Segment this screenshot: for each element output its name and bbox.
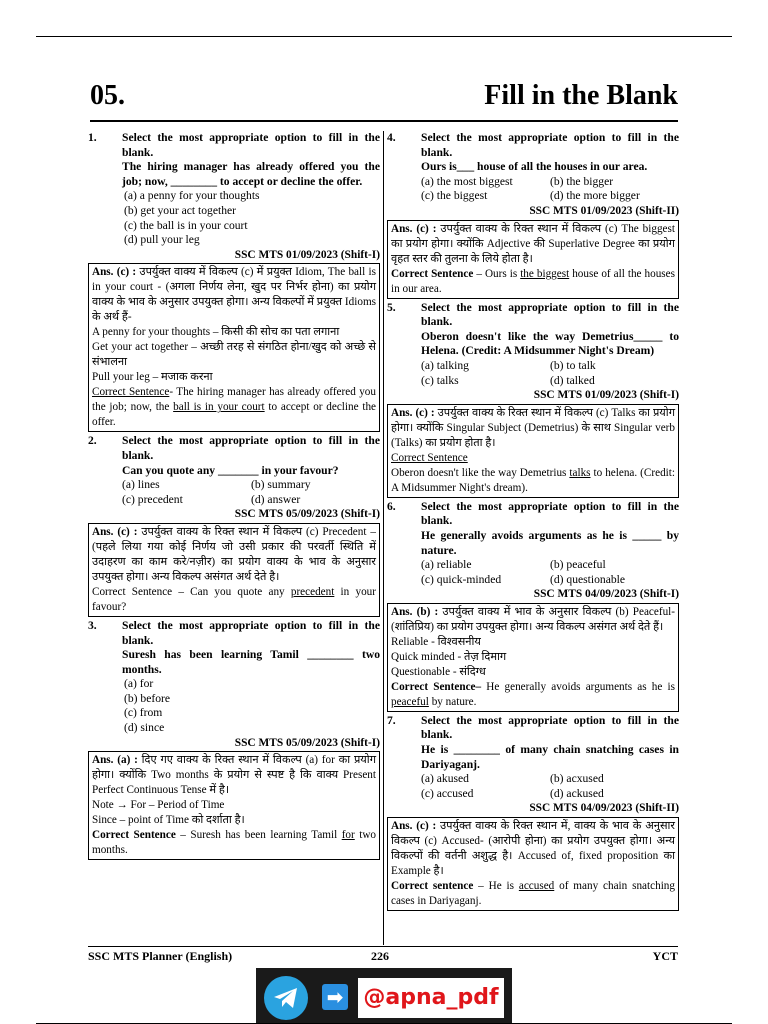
- correct-answer-highlight: talks: [569, 466, 591, 479]
- chapter-title: Fill in the Blank: [484, 80, 678, 111]
- correct-sentence-text: to helena. (Credit: A Midsummer Night's dream).: [391, 466, 675, 494]
- option-a: (a) for: [124, 677, 154, 691]
- option-a: (a) a penny for your thoughts: [124, 189, 260, 203]
- answer-box: [387, 404, 679, 498]
- exam-source: SSC MTS 01/09/2023 (Shift-II): [529, 204, 679, 217]
- answer-explanation: उपर्युक्त वाक्य में भाव के अनुसार विकल्प (b) Peaceful- (शांतिप्रिय) का प्रयोग उपयुक्त होगा। अन्य विकल्प असंगत अर्थ देते हैं।: [391, 605, 675, 633]
- answer-explanation: उपर्युक्त वाक्य के रिक्त स्थान में विकल्प (c) Precedent – (पहले लिया गया कोई निर्णय जो उसी प्रकार की परवर्ती स्थिति में उदाहरण का काम करे/नज़ीर) का प्रयोग वाक्य के भाव के अनुसार उपयुक्त होगा। अन्य विकल्प असंगत अर्थ देते है।: [92, 525, 376, 583]
- correct-answer-highlight: for: [341, 829, 355, 842]
- exam-source: SSC MTS 04/09/2023 (Shift-II): [529, 802, 679, 815]
- exam-source: SSC MTS 01/09/2023 (Shift-I): [533, 389, 679, 402]
- option-b: (b) to talk: [550, 358, 596, 372]
- option-c: (c) precedent: [122, 492, 183, 506]
- correct-sentence-text: to accept or decline the offer.: [92, 401, 377, 429]
- question-sentence: Ours is___ house of all the houses in our area.: [421, 160, 648, 174]
- answer-box: [88, 263, 380, 432]
- exam-source: SSC MTS 05/09/2023 (Shift-I): [234, 508, 380, 521]
- correct-sentence-text: house of all the houses in our area.: [391, 267, 675, 295]
- question-1: [88, 131, 380, 432]
- answer-box: [88, 523, 380, 617]
- correct-sentence-text: Oberon doesn't like the way Demetrius: [391, 466, 570, 479]
- option-b: (b) the bigger: [550, 174, 614, 188]
- grammar-note: Note → For – Period of Time: [92, 799, 225, 812]
- option-d: (d) answer: [251, 492, 301, 506]
- answer-label: Ans. (c) :: [391, 406, 435, 419]
- correct-answer-highlight: precedent: [290, 585, 335, 598]
- options-list: [421, 772, 679, 801]
- correct-sentence-label: Correct Sentence: [92, 829, 176, 842]
- question-number: 3.: [88, 618, 97, 632]
- exam-source: SSC MTS 05/09/2023 (Shift-I): [234, 736, 380, 749]
- option-d: (d) the more bigger: [550, 189, 640, 203]
- correct-sentence-text: – Suresh has been learning Tamil: [175, 829, 342, 842]
- correct-sentence-text: – Ours is: [473, 267, 521, 280]
- right-column: [387, 131, 679, 913]
- answer-explanation: उपर्युक्त वाक्य में विकल्प (c) में प्रयुक्त Idiom, The ball is in your court - (अगला निर्णय लेना, खुद पर निर्भर होना) का प्रयोग वाक्य के भाव के अनुसार उपयुक्त होगा। अन्य विकल्पों में प्रयुक्त Idioms के अर्थ हैं-: [92, 266, 376, 324]
- correct-sentence-text: by nature.: [428, 695, 477, 708]
- question-instruction: Select the most appropriate option to fill in the blank.: [122, 434, 380, 462]
- answer-explanation: दिए गए वाक्य के रिक्त स्थान में विकल्प (a) for का प्रयोग होगा। क्योंकि Two months के प्रयोग से स्पष्ट है कि वाक्य Present Perfect Continuous Tense में है।: [92, 754, 376, 797]
- answer-box: [387, 220, 679, 299]
- answer-label: Ans. (c) :: [92, 525, 138, 538]
- correct-sentence-text: in your favour?: [92, 585, 376, 613]
- option-c: (c) accused: [421, 786, 474, 800]
- grammar-note: Since – point of Time को दर्शाता है।: [92, 814, 245, 827]
- telegram-banner[interactable]: [256, 968, 512, 1024]
- options-list: [122, 677, 380, 735]
- question-number: 7.: [387, 713, 396, 727]
- question-instruction: Select the most appropriate option to fill in the blank.: [421, 131, 679, 159]
- option-c: (c) talks: [421, 373, 459, 387]
- question-number: 2.: [88, 434, 97, 448]
- question-sentence: Can you quote any _______ in your favour?: [122, 463, 339, 477]
- question-sentence: Suresh has been learning Tamil ________ two months.: [122, 648, 380, 676]
- correct-sentence-text: two months.: [92, 829, 377, 857]
- answer-explanation: उपर्युक्त वाक्य के रिक्त स्थान में विकल्प (c) Talks का प्रयोग होगा। क्योंकि Singular Subject (Demetrius) के साथ Singular verb (Talks) का प्रयोग होता है।: [391, 406, 675, 449]
- page-footer: [88, 946, 678, 963]
- option-d: (d) ackused: [550, 786, 604, 800]
- correct-sentence-label: Correct Sentence: [391, 267, 474, 280]
- page-number: 226: [371, 949, 389, 963]
- answer-label: Ans. (c) :: [391, 820, 437, 833]
- options-list: [122, 189, 380, 247]
- answer-explanation: उपर्युक्त वाक्य के रिक्त स्थान में विकल्प (c) The biggest का प्रयोग होगा। क्योंकि Adjective की Superlative Degree का प्रयोग वृहत स्तर की तुलना के लिये होता है।: [391, 222, 675, 265]
- answer-box: [88, 751, 380, 860]
- question-6: [387, 500, 679, 712]
- option-d: (d) since: [124, 721, 165, 735]
- option-a: (a) the most biggest: [421, 174, 513, 188]
- correct-sentence-label: Correct Sentence: [92, 386, 170, 399]
- chapter-number: 05.: [90, 80, 125, 111]
- question-sentence: He generally avoids arguments as he is _____ by nature.: [421, 528, 679, 557]
- question-sentence: He is ________ of many chain snatching cases in Dariyaganj.: [421, 743, 679, 771]
- question-number: 5.: [387, 300, 396, 314]
- option-c: (c) from: [124, 706, 163, 720]
- option-a: (a) akused: [421, 772, 469, 786]
- correct-sentence-label: Correct sentence: [391, 880, 474, 893]
- exam-source: SSC MTS 04/09/2023 (Shift-I): [533, 588, 679, 601]
- option-d: (d) pull your leg: [124, 233, 200, 247]
- option-d: (d) questionable: [550, 572, 626, 586]
- telegram-icon[interactable]: [264, 976, 308, 1020]
- option-a: (a) talking: [421, 358, 469, 372]
- correct-sentence-text: - The hiring manager has already offered you the job; now, the: [92, 386, 376, 414]
- idiom-meaning: A penny for your thoughts – किसी की सोच का पता लगाना: [92, 326, 340, 339]
- question-number: 4.: [387, 131, 396, 144]
- question-7: [387, 714, 679, 911]
- option-c: (c) the biggest: [421, 189, 488, 203]
- question-2: [88, 434, 380, 617]
- question-number: 1.: [88, 131, 97, 144]
- idiom-meaning: Pull your leg – मजाक करना: [92, 371, 213, 384]
- option-b: (b) peaceful: [550, 558, 606, 572]
- channel-handle[interactable]: @apna_pdf: [358, 978, 504, 1018]
- answer-explanation: उपर्युक्त वाक्य के रिक्त स्थान में, वाक्य के भाव के अनुसार विकल्प (c) Accused- (आरोपी होना) का प्रयोग उपयुक्त होगा। अन्य विकल्पों की वर्तनी अशुद्ध है। Accused of, fixed proposition का Example है।: [391, 820, 675, 878]
- correct-answer-highlight: ball is in your court: [173, 401, 265, 414]
- options-list: [122, 478, 380, 507]
- answer-box: [387, 817, 679, 911]
- answer-label: Ans. (c) :: [391, 222, 437, 235]
- correct-answer-highlight: peaceful: [391, 695, 429, 708]
- question-number: 6.: [387, 499, 396, 513]
- option-c: (c) quick-minded: [421, 572, 502, 586]
- question-instruction: Select the most appropriate option to fill in the blank.: [421, 713, 679, 742]
- question-instruction: Select the most appropriate option to fill in the blank.: [122, 131, 380, 159]
- question-4: [387, 131, 679, 299]
- column-divider: [383, 131, 384, 945]
- correct-sentence-text: Correct Sentence – Can you quote any: [92, 585, 291, 598]
- option-b: (b) acxused: [550, 772, 604, 786]
- answer-label: Ans. (c) :: [92, 266, 137, 279]
- paper-plane-icon: [273, 986, 299, 1010]
- exam-source: SSC MTS 01/09/2023 (Shift-I): [234, 248, 380, 261]
- option-a: (a) lines: [122, 478, 160, 492]
- answer-label: Ans. (b) :: [391, 605, 439, 618]
- option-d: (d) talked: [550, 373, 595, 387]
- answer-box: [387, 603, 679, 712]
- word-meaning: Reliable - विश्वसनीय: [391, 635, 481, 648]
- options-list: [421, 359, 679, 388]
- answer-label: Ans. (a) :: [92, 754, 138, 767]
- footer-publisher: YCT: [652, 949, 678, 963]
- footer-book-title: SSC MTS Planner (English): [88, 949, 233, 963]
- option-b: (b) summary: [251, 478, 311, 492]
- question-instruction: Select the most appropriate option to fill in the blank.: [122, 618, 380, 647]
- correct-sentence-label: Correct Sentence: [391, 451, 468, 464]
- arrow-right-icon: ➡: [322, 984, 348, 1010]
- question-sentence: The hiring manager has already offered you the job; now, ________ to accept or decline the offer.: [122, 160, 380, 188]
- option-b: (b) get your act together: [124, 203, 237, 217]
- correct-answer-highlight: the biggest: [520, 267, 570, 280]
- options-list: [421, 558, 679, 587]
- correct-sentence-text: of many chain snatching cases in Dariyaganj.: [391, 880, 675, 908]
- correct-sentence-text: – He is: [473, 880, 519, 893]
- idiom-meaning: Get your act together – अच्छी तरह से संगठित होना/खुद को अच्छे से संभालना: [92, 341, 376, 369]
- options-list: [421, 175, 679, 204]
- option-a: (a) reliable: [421, 558, 472, 572]
- word-meaning: Questionable - संदिग्ध: [391, 665, 486, 678]
- correct-sentence-text: He generally avoids arguments as he is: [481, 680, 675, 693]
- correct-sentence-label: Correct Sentence–: [391, 680, 482, 693]
- question-instruction: Select the most appropriate option to fill in the blank.: [421, 499, 679, 528]
- correct-answer-highlight: accused: [518, 880, 555, 893]
- question-5: [387, 301, 679, 498]
- question-sentence: Oberon doesn't like the way Demetrius_____ to Helena. (Credit: A Midsummer Night's Dream): [421, 329, 679, 358]
- option-c: (c) the ball is in your court: [124, 218, 248, 232]
- word-meaning: Quick minded - तेज़ दिमाग: [391, 650, 507, 663]
- top-rule: [36, 36, 732, 37]
- question-3: [88, 619, 380, 860]
- chapter-header: [90, 80, 678, 122]
- question-instruction: Select the most appropriate option to fill in the blank.: [421, 300, 679, 329]
- option-b: (b) before: [124, 691, 171, 705]
- left-column: [88, 131, 380, 862]
